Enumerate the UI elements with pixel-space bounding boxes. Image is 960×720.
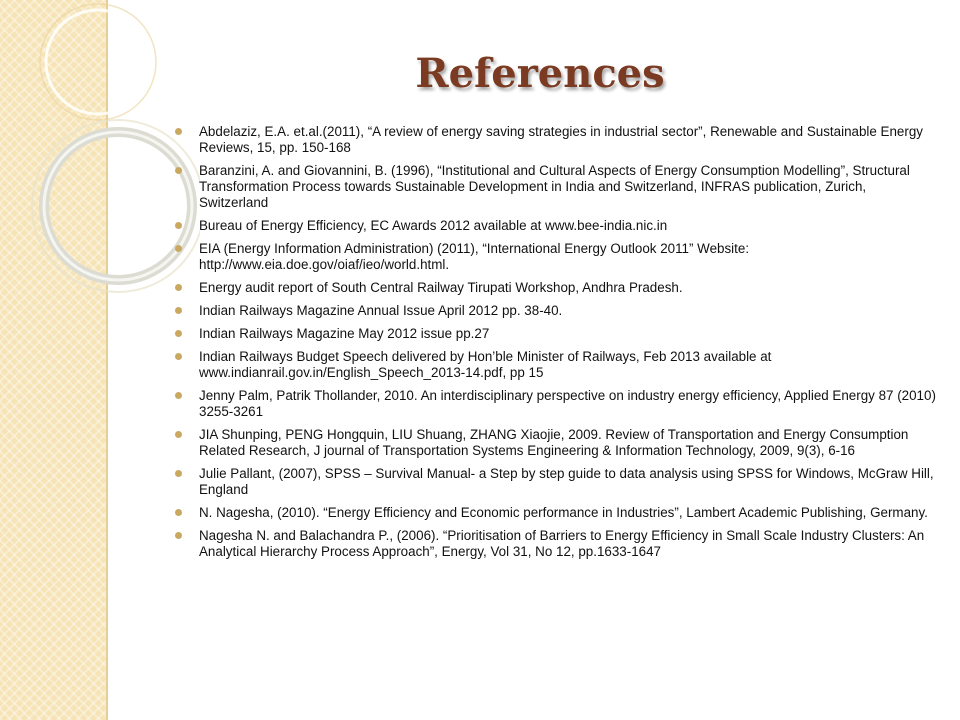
reference-item (172, 466, 938, 498)
reference-item (172, 505, 938, 521)
bullet-icon (175, 431, 182, 438)
reference-text: Nagesha N. and Balachandra P., (2006). “Prioritisation of Barriers to Energy Efficiency in Small Scale Industry Clusters: An Analytical Hierarchy Process Approach”, Energy, Vol 31, No 12, pp.1633-1647 (199, 528, 925, 559)
bullet-icon (175, 392, 182, 399)
reference-text: JIA Shunping, PENG Hongquin, LIU Shuang, ZHANG Xiaojie, 2009. Review of Transportation and Energy Consumption Related Research, J journal of Transportation Systems Engineering & Information Technology, 2009, 9(3), 6-16 (199, 427, 909, 458)
bullet-icon (175, 353, 182, 360)
reference-item (172, 388, 938, 420)
reference-item (172, 427, 938, 459)
reference-text: EIA (Energy Information Administration) (2011), “International Energy Outlook 2011” Website: http://www.eia.doe.gov/oiaf/ieo/world.html. (199, 241, 750, 272)
bullet-icon (175, 509, 182, 516)
reference-text: Indian Railways Budget Speech delivered by Hon’ble Minister of Railways, Feb 2013 available at www.indianrail.gov.in/English_Speech_2013-14.pdf, pp 15 (199, 349, 772, 380)
bullet-icon (175, 128, 182, 135)
reference-item (172, 326, 938, 342)
reference-text: Energy audit report of South Central Railway Tirupati Workshop, Andhra Pradesh. (199, 280, 683, 295)
reference-item (172, 528, 938, 560)
reference-list (172, 124, 938, 567)
reference-text: Bureau of Energy Efficiency, EC Awards 2012 available at www.bee-india.nic.in (199, 218, 668, 233)
bullet-icon (175, 222, 182, 229)
bullet-icon (175, 307, 182, 314)
reference-text: Abdelaziz, E.A. et.al.(2011), “A review of energy saving strategies in industrial sector”, Renewable and Sustainable Energy Reviews, 15, pp. 150-168 (199, 124, 923, 155)
bullet-icon (175, 167, 182, 174)
reference-text: Indian Railways Magazine May 2012 issue pp.27 (199, 326, 490, 341)
reference-text: N. Nagesha, (2010). “Energy Efficiency and Economic performance in Industries”, Lambert Academic Publishing, Germany. (199, 505, 928, 520)
bullet-icon (175, 470, 182, 477)
slide-title: References (415, 50, 665, 97)
bullet-icon (175, 330, 182, 337)
reference-text: Indian Railways Magazine Annual Issue April 2012 pp. 38-40. (199, 303, 563, 318)
reference-item (172, 163, 938, 211)
bullet-icon (175, 284, 182, 291)
reference-item (172, 241, 938, 273)
reference-item (172, 303, 938, 319)
bullet-icon (175, 532, 182, 539)
reference-item (172, 218, 938, 234)
reference-text: Julie Pallant, (2007), SPSS – Survival Manual- a Step by step guide to data analysis using SPSS for Windows, McGraw Hill, England (199, 466, 934, 497)
reference-item (172, 349, 938, 381)
reference-item (172, 280, 938, 296)
reference-item (172, 124, 938, 156)
reference-text: Jenny Palm, Patrik Thollander, 2010. An interdisciplinary perspective on industry energy efficiency, Applied Energy 87 (2010) 3255-3261 (199, 388, 936, 419)
bullet-icon (175, 245, 182, 252)
reference-text: Baranzini, A. and Giovannini, B. (1996), “Institutional and Cultural Aspects of Energy Consumption Modelling”, Structural Transformation Process towards Sustainable Development in India and Switzerland, INFRAS publication, Zurich, Switzerland (199, 163, 910, 210)
